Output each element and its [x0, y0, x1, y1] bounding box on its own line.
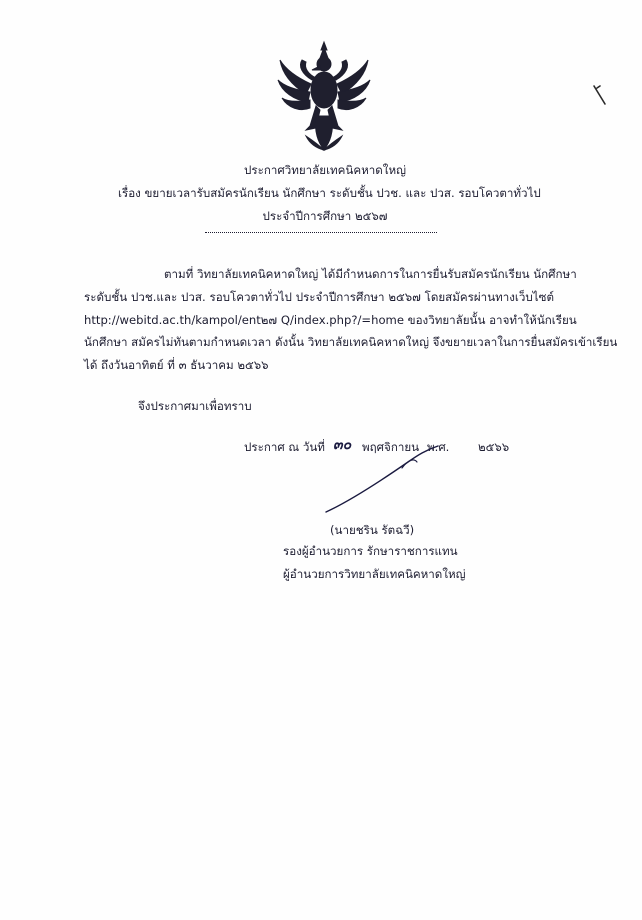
handwritten-signature: [322, 440, 442, 520]
signatory-position: ผู้อำนวยการวิทยาลัยเทคนิคหาดใหญ่: [283, 567, 466, 581]
announcement-era: พ.ศ.: [427, 440, 450, 454]
signatory-name: (นายชริน รัตฉวี): [330, 523, 415, 537]
closing-statement: จึงประกาศมาเพื่อทราบ: [138, 399, 252, 413]
announcement-month: พฤศจิกายน: [362, 440, 420, 454]
body-line-5: ได้ ถึงวันอาทิตย์ ที่ ๓ ธันวาคม ๒๕๖๖: [84, 358, 269, 373]
corner-mark-icon: [591, 84, 609, 106]
body-line-4: นักศึกษา สมัครไม่ทันตามกำหนดเวลา ดังนั้น วิทยาลัยเทคนิคหาดใหญ่ จึงขยายเวลาในการยื่นสมัครเข้าเรียน: [84, 335, 618, 350]
body-line-2: ระดับชั้น ปวช.และ ปวส. รอบโควตาทั่วไป ประจำปีการศึกษา ๒๕๖๗ โดยสมัครผ่านทางเว็บไซต์: [84, 289, 554, 304]
signatory-title: รองผู้อำนวยการ รักษาราชการแทน: [283, 544, 458, 558]
body-line-3: http://webitd.ac.th/kampol/ent๒๗ Q/index.php?/=home ของวิทยาลัยนั้น อาจทำให้นักเรียน: [84, 312, 577, 327]
announcement-prefix: ประกาศ ณ วันที่: [244, 440, 325, 454]
garuda-emblem-icon: [276, 40, 372, 152]
announcement-day: ๓๐: [333, 437, 352, 453]
announcement-year: ๒๕๖๖: [478, 440, 510, 454]
header-subject: เรื่อง ขยายเวลารับสมัครนักเรียน นักศึกษา ระดับชั้น ปวช. และ ปวส. รอบโควตาทั่วไป: [118, 186, 541, 200]
body-line-1: ตามที่ วิทยาลัยเทคนิคหาดใหญ่ ได้มีกำหนดการในการยื่นรับสมัครนักเรียน นักศึกษา: [164, 267, 577, 281]
header-title: ประกาศวิทยาลัยเทคนิคหาดใหญ่: [244, 163, 406, 177]
header-divider: [205, 232, 437, 233]
body-paragraph: [84, 263, 618, 377]
header-academic-year: ประจำปีการศึกษา ๒๕๖๗: [262, 209, 388, 223]
